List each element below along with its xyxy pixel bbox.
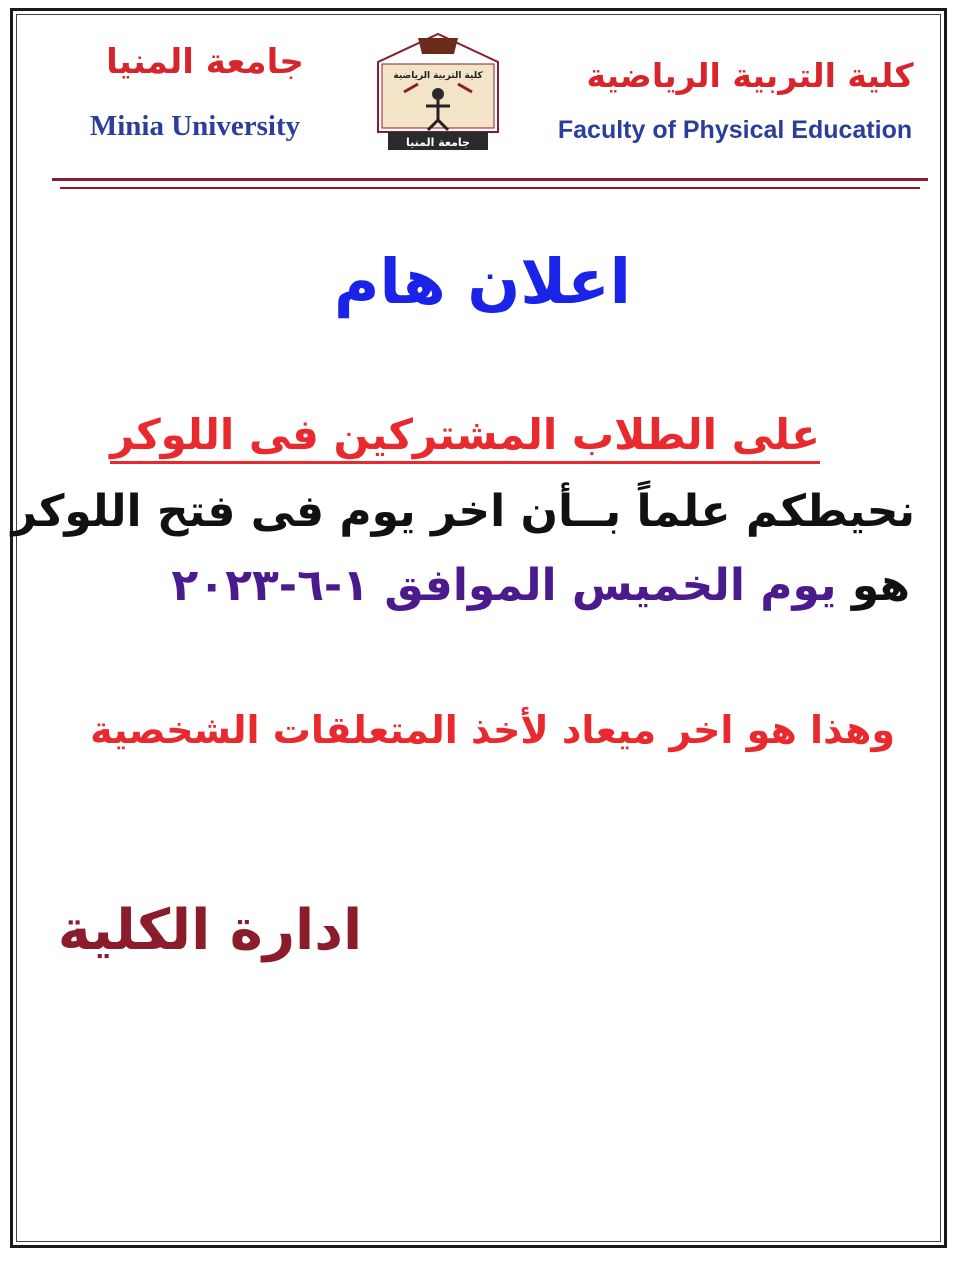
announcement-deadline-note: وهذا هو اخر ميعاد لأخذ المتعلقات الشخصية — [90, 708, 895, 752]
header-divider-thick — [52, 178, 928, 181]
university-name-english: Minia University — [89, 110, 301, 142]
university-name-arabic: جامعة المنيا — [106, 42, 304, 82]
announcement-date-line — [128, 560, 910, 611]
faculty-logo — [368, 32, 508, 154]
logo-text-bottom: جامعة المنيا — [406, 136, 470, 149]
announcement-body-line: نحيطكم علماً بــأن اخر يوم فى فتح اللوكر — [11, 486, 915, 537]
date-line-prefix: هو — [836, 560, 910, 611]
faculty-name-english: Faculty of Physical Education — [557, 116, 913, 144]
announcement-audience — [110, 410, 820, 459]
date-line-highlight: يوم الخميس الموافق ١-٦-٢٠٢٣ — [171, 560, 837, 611]
logo-text-top: كلية التربية الرياضية — [393, 71, 483, 81]
faculty-name-arabic: كلية التربية الرياضية — [586, 56, 914, 95]
announcement-audience-text: على الطلاب المشتركين فى اللوكر — [110, 410, 820, 464]
signature: ادارة الكلية — [57, 898, 363, 963]
header-divider-thin — [60, 187, 920, 189]
page-border-inner — [11, 14, 941, 1242]
announcement-title: اعلان هام — [334, 245, 631, 318]
